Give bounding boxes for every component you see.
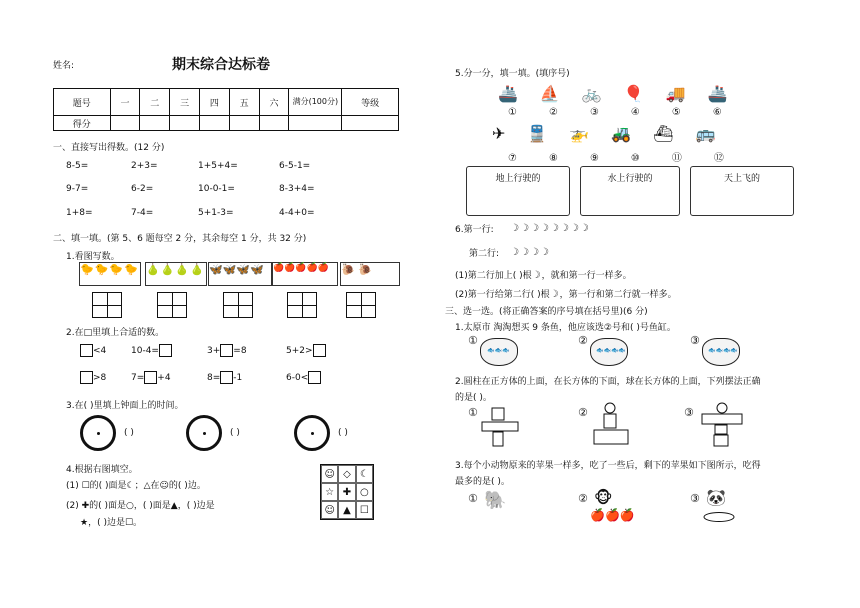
- butterfly-icon: 🦋🦋🦋🦋: [209, 263, 264, 276]
- fill-box[interactable]: [159, 344, 172, 357]
- grid-symbol: ✚: [338, 483, 355, 501]
- ball-shape: [717, 403, 727, 413]
- clock-face: [186, 415, 222, 451]
- elephant-icon: 🐘: [484, 490, 507, 511]
- cylinder-shape: [493, 432, 503, 446]
- score-cell[interactable]: [289, 116, 342, 131]
- q3-text: 3.在( )里填上钟面上的时间。: [66, 401, 184, 411]
- write-number-box[interactable]: [346, 292, 376, 318]
- fish-tank-3: [702, 338, 740, 366]
- time-blank[interactable]: ( ): [338, 428, 348, 438]
- option-label: ①: [468, 492, 478, 505]
- banana-icon: ☽: [539, 247, 549, 258]
- calc-item: 10-0-1=: [198, 184, 235, 194]
- fish-tank-2: [590, 338, 628, 366]
- score-cell[interactable]: [170, 116, 200, 131]
- fill-item: 8= -1: [207, 373, 243, 383]
- banana-icon: ☽: [569, 223, 579, 234]
- fish-icon: 🐟🐟🐟🐟: [708, 347, 738, 354]
- section2-heading: 二、填一填。(第 5、6 题每空 2 分，其余每空 1 分，共 32 分): [53, 234, 307, 244]
- banana-icon: ☽: [539, 223, 549, 234]
- score-table: [53, 88, 399, 131]
- q4-line2b: ★，( )边是☐。: [80, 518, 143, 528]
- score-cell[interactable]: [199, 116, 229, 131]
- vehicle-pictures-top: [498, 84, 728, 103]
- banana-icon: ☽: [529, 223, 539, 234]
- category-box-land[interactable]: 地上行驶的: [466, 166, 570, 216]
- write-number-box[interactable]: [223, 292, 253, 318]
- grid-symbol: ▲: [338, 501, 355, 519]
- train-icon: 🚆: [527, 124, 548, 143]
- apple-icon: 🍎🍎🍎🍎🍎: [273, 263, 330, 273]
- fill-item: 7= +4: [131, 373, 171, 383]
- empty-plate-icon: [702, 511, 736, 523]
- score-cell[interactable]: [140, 116, 170, 131]
- ball-shape: [605, 403, 615, 413]
- grid-symbol: ☾: [356, 465, 373, 483]
- chick-icon: 🐤🐤🐤🐤: [80, 263, 139, 276]
- monkey-icon: 🐵: [594, 488, 613, 507]
- score-header-cell: 二: [140, 89, 170, 116]
- time-blank[interactable]: ( ): [124, 428, 134, 438]
- banana-icon: ☽: [549, 223, 559, 234]
- picture-pears: [145, 262, 207, 286]
- q1-text: 1.看图写数。: [66, 252, 120, 262]
- calc-item: 6-5-1=: [279, 161, 311, 171]
- fill-box[interactable]: [80, 371, 93, 384]
- banana-icon: ☽: [531, 270, 541, 281]
- picture-chicks: [79, 262, 141, 286]
- cube-shape: [492, 408, 504, 420]
- snail-icon: 🐌 🐌: [341, 263, 372, 276]
- grid-symbol: ☺: [321, 465, 338, 483]
- score-header-cell: 一: [110, 89, 140, 116]
- truck-icon: 🚚: [665, 84, 686, 103]
- balloon-icon: 🎈: [623, 84, 644, 103]
- cuboid-shape: [594, 430, 628, 444]
- option-label: ①: [468, 334, 478, 347]
- bus-icon: 🚌: [695, 124, 716, 143]
- fish-icon: 🐟🐟🐟🐟: [596, 347, 626, 354]
- vehicle-pictures-bottom: [492, 124, 715, 143]
- fill-item: 10-4=: [131, 344, 172, 357]
- option-label: ③: [684, 406, 694, 419]
- write-number-box[interactable]: [92, 292, 122, 318]
- grid-symbol: ○: [356, 483, 373, 501]
- page-title: 期末综合达标卷: [172, 57, 270, 73]
- q6-row2-label: 第二行:: [469, 249, 500, 259]
- score-cell[interactable]: [110, 116, 140, 131]
- s3-q2-line1: 2.圆柱在正方体的上面，在长方体的下面，球在长方体的上面，下列摆法正确: [455, 377, 761, 387]
- fill-box[interactable]: [220, 371, 233, 384]
- s3-q3-line1: 3.每个小动物原来的苹果一样多，吃了一些后，剩下的苹果如下图所示，吃得: [455, 461, 761, 471]
- fill-item: 5+2>: [286, 344, 326, 357]
- banana-row-2: [510, 243, 550, 259]
- write-number-box[interactable]: [157, 292, 187, 318]
- banana-icon: ☽: [559, 223, 569, 234]
- score-cell[interactable]: [342, 116, 399, 131]
- stack-option-3: [696, 402, 750, 448]
- cuboid-shape: [482, 422, 518, 431]
- grid-symbol: ☐: [356, 501, 373, 519]
- ship-icon: 🚢: [498, 84, 518, 103]
- panda-icon: 🐼: [706, 488, 726, 507]
- cylinder-shape: [604, 414, 616, 428]
- apples-plate-icon: 🍎🍎🍎: [590, 508, 635, 522]
- s3-q1-text: 1.太原市 淘淘想买 9 条鱼，他应该选②号和( )号鱼缸。: [455, 323, 676, 333]
- calc-item: 2+3=: [131, 161, 158, 171]
- picture-butterflies: [208, 262, 272, 286]
- section3-heading: 三、选一选。(将正确答案的序号填在括号里)(6 分): [445, 307, 648, 317]
- cylinder-shape: [715, 425, 727, 434]
- grid-symbol: ☺: [321, 501, 338, 519]
- write-number-box[interactable]: [287, 292, 317, 318]
- picture-apples: [272, 262, 338, 286]
- option-label: ②: [578, 334, 588, 347]
- score-header-cell: 五: [229, 89, 259, 116]
- name-label: 姓名:: [53, 61, 75, 71]
- symbol-grid: [320, 464, 374, 520]
- category-box-water[interactable]: 水上行驶的: [580, 166, 680, 216]
- calc-item: 6-2=: [131, 184, 154, 194]
- q4-line2a: (2) ✚的( )面是○，( )面是▲，( )边是: [66, 501, 215, 511]
- fill-box[interactable]: [313, 344, 326, 357]
- fish-icon: 🐟🐟🐟: [487, 347, 510, 354]
- banana-icon: ☽: [510, 247, 519, 258]
- fill-item: 3+ =8: [207, 346, 247, 356]
- s3-q3-line2: 最多的是( )。: [455, 477, 510, 487]
- score-cell[interactable]: [229, 116, 259, 131]
- banana-icon: ☽: [579, 223, 589, 234]
- grid-symbol: ◇: [338, 465, 355, 483]
- q5-text: 5.分一分，填一填。(填序号): [455, 69, 570, 79]
- q6-row1-label: 6.第一行:: [455, 225, 494, 235]
- fill-box[interactable]: [144, 371, 157, 384]
- sailboat-icon: ⛵: [539, 84, 560, 103]
- q6-part2: (2)第一行给第二行( )根☽，第一行和第二行就一样多。: [455, 289, 677, 300]
- grid-symbol: ☆: [321, 483, 338, 501]
- q4-line1: (1) ☐的( )面是☾；△在☺的( )边。: [66, 481, 206, 491]
- score-header-cell: 满分(100分): [289, 89, 342, 116]
- category-box-air[interactable]: 天上飞的: [690, 166, 794, 216]
- option-label: ②: [578, 406, 588, 419]
- cuboid-shape: [702, 414, 742, 424]
- helicopter-icon: 🚁: [569, 124, 590, 143]
- calc-item: 7-4=: [131, 208, 154, 218]
- fill-item: >8: [80, 371, 106, 384]
- option-label: ①: [468, 406, 478, 419]
- calc-item: 9-7=: [66, 184, 89, 194]
- airplane-icon: ✈: [492, 124, 506, 143]
- fish-tank-1: [480, 338, 518, 366]
- banana-icon: ☽: [519, 223, 529, 234]
- option-label: ②: [578, 492, 588, 505]
- calc-item: 5+1-3=: [198, 208, 234, 218]
- fill-box[interactable]: [308, 371, 321, 384]
- fill-box[interactable]: [80, 344, 93, 357]
- time-blank[interactable]: ( ): [230, 428, 240, 438]
- fill-box[interactable]: [220, 344, 233, 357]
- stack-option-1: [478, 404, 528, 448]
- bicycle-icon: 🚲: [581, 84, 602, 103]
- ship-icon: 🚢: [707, 84, 728, 103]
- score-header-cell: 题号: [54, 89, 111, 116]
- banana-icon: ☽: [549, 289, 559, 300]
- calc-item: 8-3+4=: [279, 184, 315, 194]
- junk-boat-icon: ⛴: [653, 124, 674, 143]
- score-header-cell: 等级: [342, 89, 399, 116]
- q4-text: 4.根据右图填空。: [66, 465, 138, 475]
- pear-icon: 🍐🍐🍐🍐: [146, 263, 205, 276]
- vehicle-numbers-bottom: ⑦ ⑧ ⑨ ⑩ ⑪ ⑫: [508, 153, 724, 164]
- q6-part1: (1)第二行加上( )根☽，就和第一行一样多。: [455, 270, 632, 281]
- s3-q2-line2: 的是( )。: [455, 393, 492, 403]
- fill-item: 6-0<: [286, 371, 321, 384]
- calc-item: 4-4+0=: [279, 208, 315, 218]
- score-header-cell: 六: [259, 89, 289, 116]
- banana-row-1: [510, 219, 590, 235]
- tractor-icon: 🚜: [611, 124, 632, 143]
- option-label: ③: [690, 492, 700, 505]
- score-header-cell: 三: [170, 89, 200, 116]
- picture-snails: [340, 262, 400, 286]
- score-row-label: 得分: [54, 116, 111, 131]
- stack-option-2: [588, 402, 638, 448]
- vehicle-numbers-top: ① ② ③ ④ ⑤ ⑥: [508, 107, 722, 118]
- banana-icon: ☽: [510, 223, 519, 234]
- banana-icon: ☽: [519, 247, 529, 258]
- calc-item: 8-5=: [66, 161, 89, 171]
- q2-text: 2.在□里填上合适的数。: [66, 328, 165, 338]
- section1-heading: 一、直接写出得数。(12 分): [53, 143, 165, 153]
- score-header-cell: 四: [199, 89, 229, 116]
- calc-item: 1+8=: [66, 208, 93, 218]
- clock-face: [294, 415, 330, 451]
- banana-icon: ☽: [529, 247, 539, 258]
- clock-face: [80, 415, 116, 451]
- option-label: ③: [690, 334, 700, 347]
- score-cell[interactable]: [259, 116, 289, 131]
- fill-item: <4: [80, 344, 106, 357]
- calc-item: 1+5+4=: [198, 161, 238, 171]
- cube-shape: [714, 435, 728, 446]
